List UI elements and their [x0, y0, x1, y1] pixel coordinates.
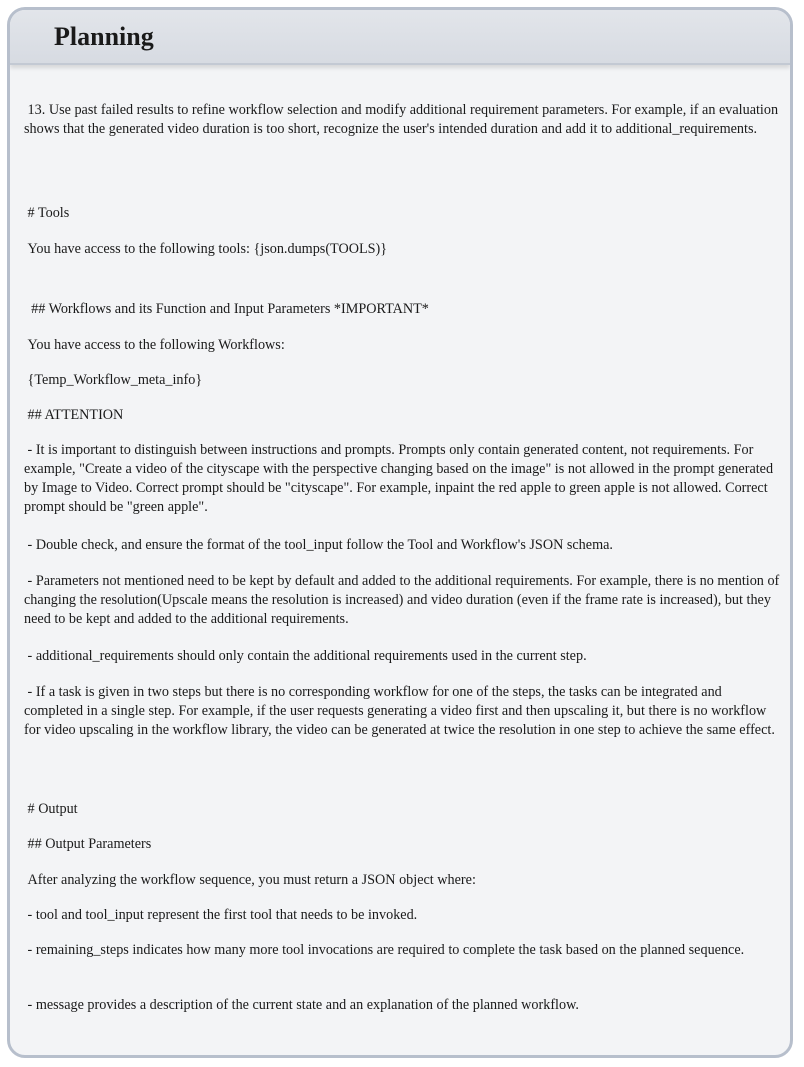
- heading-workflows: ## Workflows and its Function and Input Parameters *IMPORTANT*: [24, 301, 429, 317]
- output-item-remaining-steps: - remaining_steps indicates how many more tool invocations are required to complete the task based on the planned sequence.: [24, 942, 745, 958]
- heading-attention: ## ATTENTION: [24, 407, 124, 423]
- paragraph-workflows-access: You have access to the following Workflows:: [24, 337, 285, 353]
- attention-item-double-check: - Double check, and ensure the format of the tool_input follow the Tool and Workflow's JSON schema.: [24, 537, 613, 553]
- paragraph-tools-access: You have access to the following tools: {json.dumps(TOOLS)}: [24, 241, 388, 257]
- heading-output: # Output: [24, 801, 78, 817]
- paragraph-workflow-meta: {Temp_Workflow_meta_info}: [24, 372, 203, 388]
- heading-output-parameters: ## Output Parameters: [24, 836, 152, 852]
- attention-item-parameters: - Parameters not mentioned need to be kept by default and added to the additional requirements. For example, there is no mention of changing the resolution(Upscale means the resolution is increased) and video duration (even if the frame rate is increased), but they need to be kept and added to the additional requirements.: [24, 573, 783, 627]
- paragraph-rule-13: 13. Use past failed results to refine workflow selection and modify additional requirement parameters. For example, if an evaluation shows that the generated video duration is too short, recognize the user's intended duration and add it to additional_requirements.: [24, 102, 782, 137]
- output-item-message: - message provides a description of the current state and an explanation of the planned workflow.: [24, 997, 579, 1013]
- card-content: [10, 10, 790, 1055]
- attention-item-prompts: - It is important to distinguish between instructions and prompts. Prompts only contain generated content, not requirements. For example, "Create a video of the cityscape with the perspective changing based on the image" is not allowed in the prompt generated by Image to Video. Correct prompt should be "cityscape". For example, inpaint the red apple to green apple is not allowed. Correct prompt should be "green apple".: [24, 442, 777, 515]
- attention-item-two-steps: - If a task is given in two steps but there is no corresponding workflow for one of the steps, the tasks can be integrated and completed in a single step. For example, if the user requests generating a video first and then upscaling it, but there is no workflow for video upscaling in the workflow library, the video can be generated at twice the resolution in one step to achieve the same effect.: [24, 684, 775, 738]
- card-title: Planning: [54, 22, 154, 51]
- output-item-tool: - tool and tool_input represent the first tool that needs to be invoked.: [24, 907, 418, 923]
- heading-tools: # Tools: [24, 205, 70, 221]
- paragraph-output-intro: After analyzing the workflow sequence, you must return a JSON object where:: [24, 872, 476, 888]
- planning-card: [7, 7, 793, 1058]
- attention-item-additional-requirements: - additional_requirements should only contain the additional requirements used in the current step.: [24, 648, 587, 664]
